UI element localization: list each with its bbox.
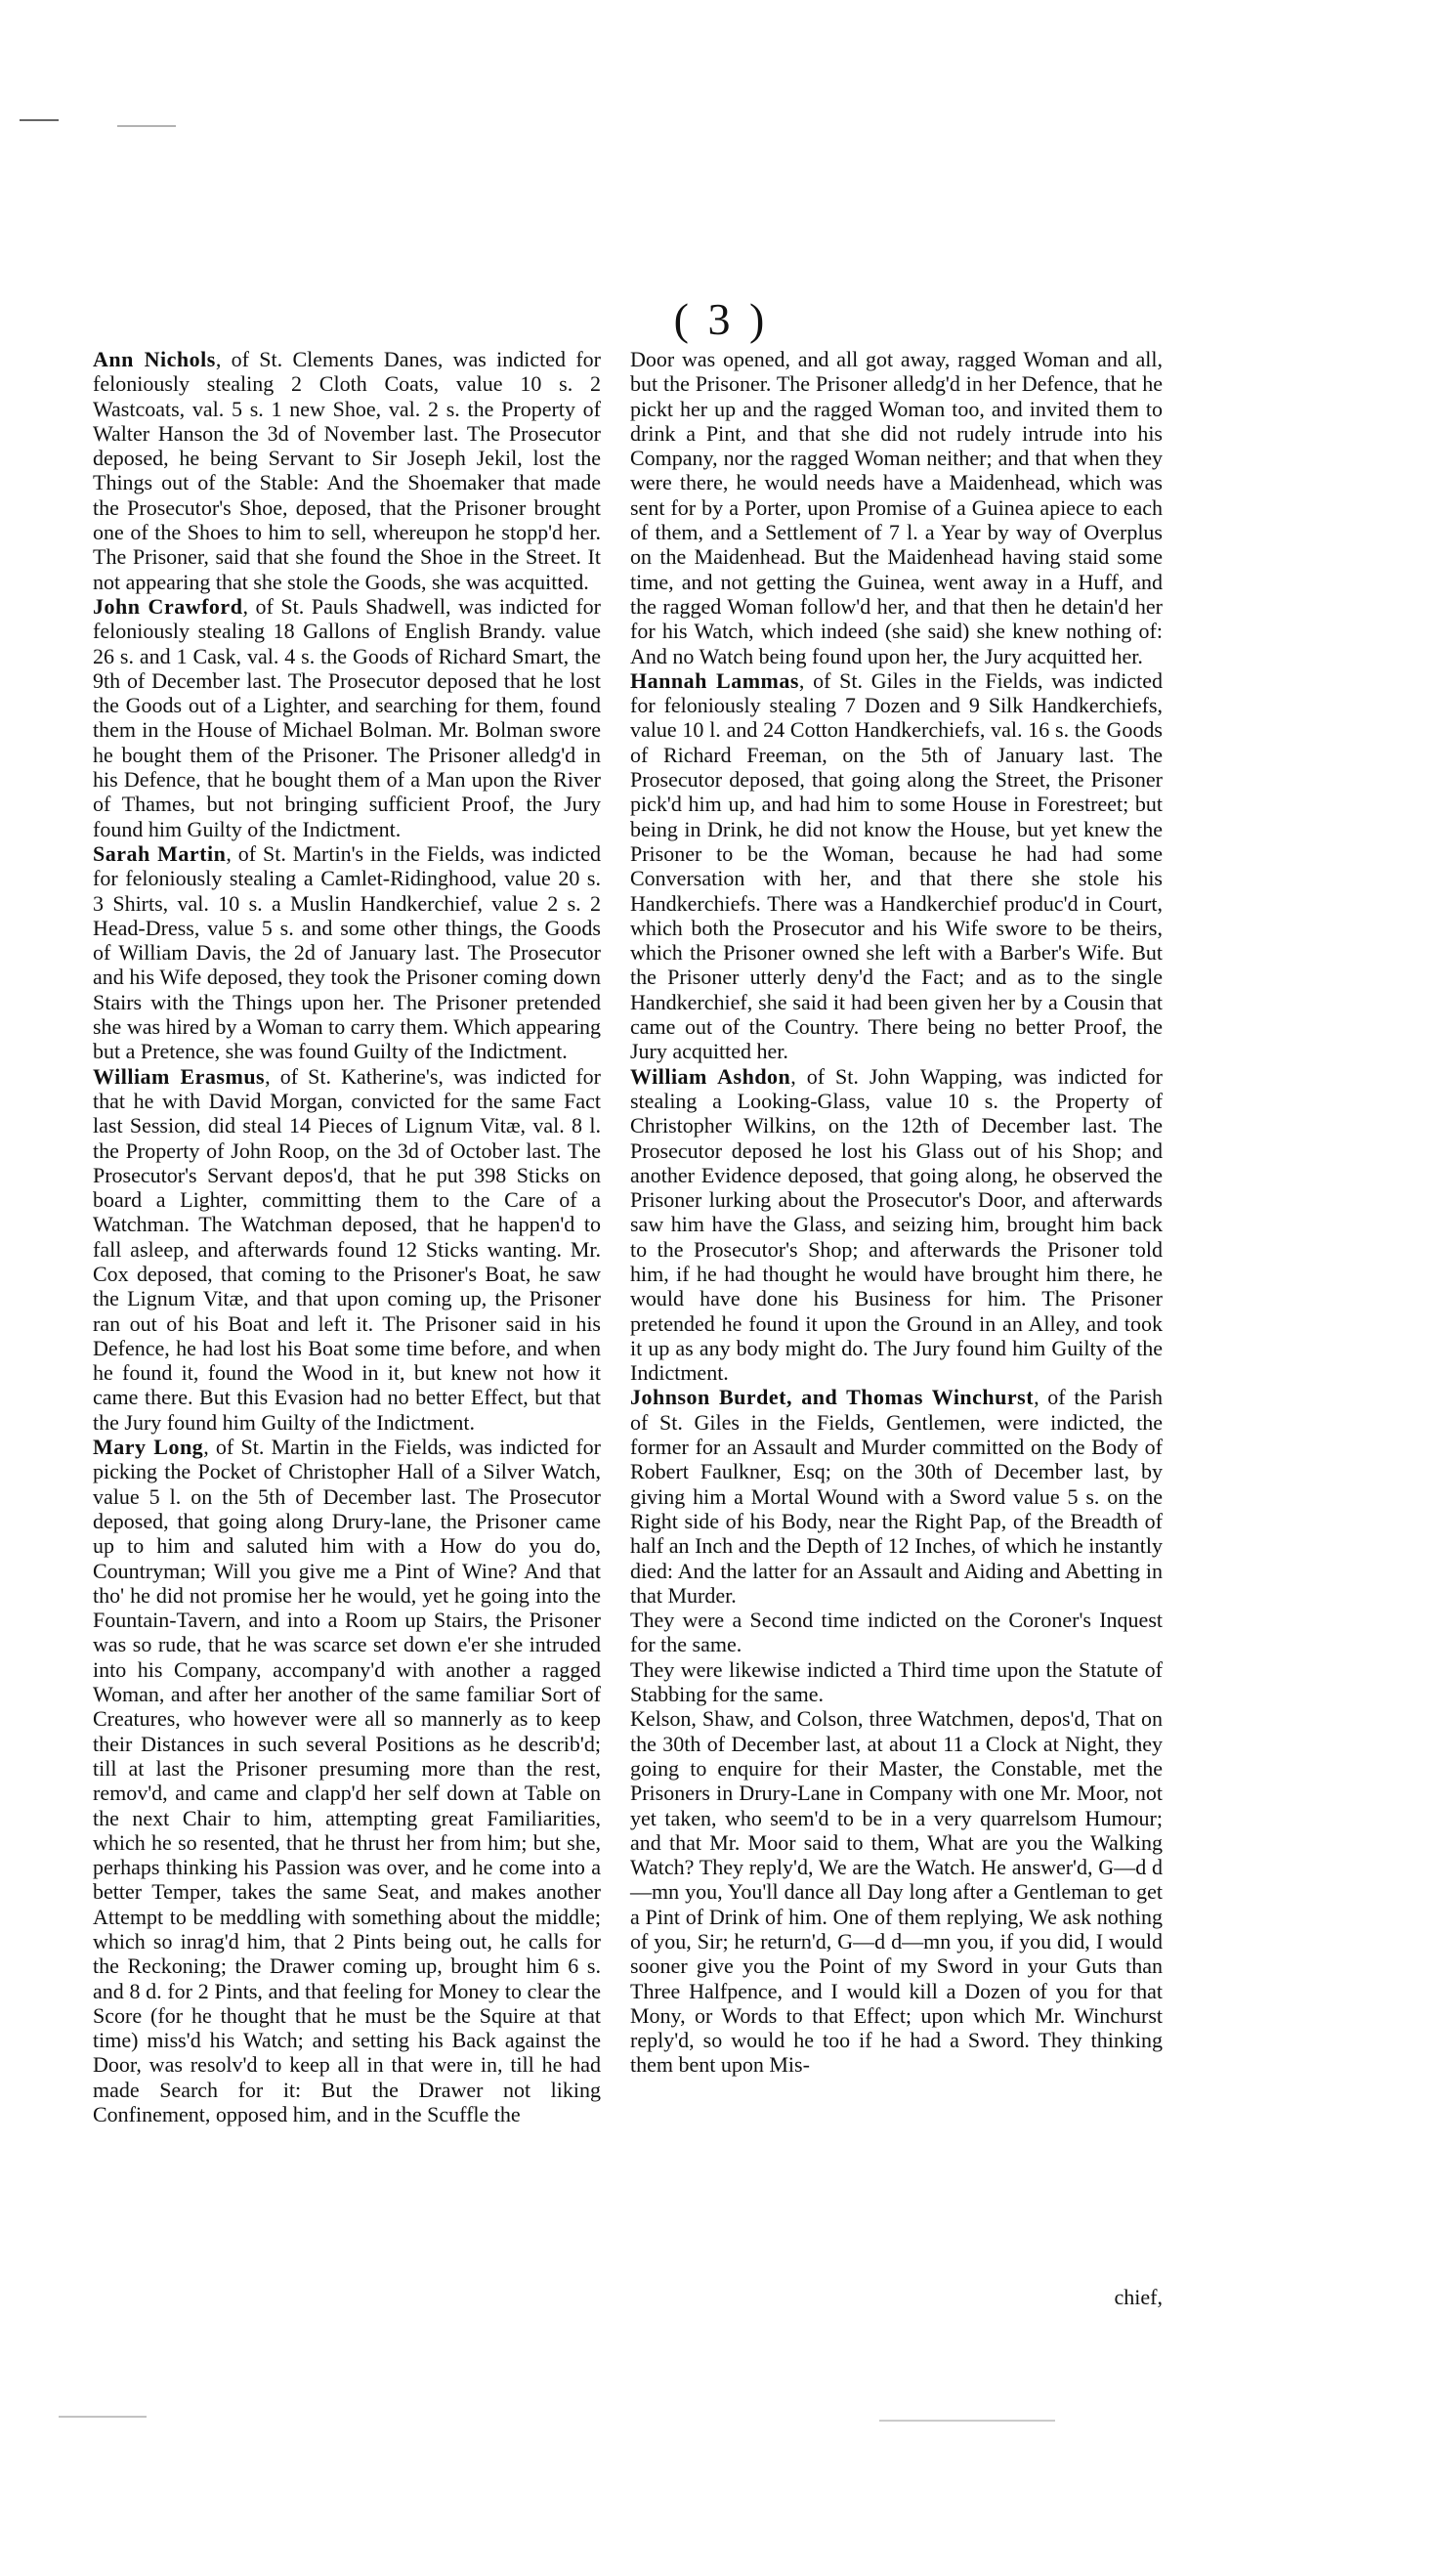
paragraph	[630, 1706, 1163, 2077]
paragraph	[630, 668, 1163, 1064]
scan-speck	[59, 2416, 147, 2418]
left-column	[93, 347, 601, 2126]
scan-speck	[20, 119, 59, 121]
paragraph-text: , of St. Pauls Shadwell, was indicted for feloniously stealing 18 Gallons of English Brandy. value 26 s. and 1 Cask, val. 4 s. the Goods of Richard Smart, the 9th of December last. The Prosecutor deposed that he lost the Goods out of a Lighter, and searching for them, found them in the House of Michael Bolman. Mr. Bolman swore he bought them of the Prisoner. The Prisoner alledg'd in his Defence, that he bought them of a Man upon the River of Thames, but not bringing sufficient Proof, the Jury found him Guilty of the Indictment.	[93, 593, 601, 841]
paragraph-text: , of St. Giles in the Fields, was indicted for feloniously stealing 7 Dozen and 9 Silk Handkerchiefs, value 10 l. and 24 Cotton Handkerchiefs, val. 16 s. the Goods of Richard Freeman, on the 5th of January last. The Prosecutor deposed, that going along the Street, the Prisoner pick'd him up, and had him to some House in Forestreet; but being in Drink, he did not know the House, but yet knew the Prisoner to be the Woman, because he had had some Conversation with her, and that there she stole his Handkerchiefs. There was a Handkerchief produc'd in Court, which both the Prosecutor and his Wife swore to be theirs, which the Prisoner owned she left with a Barber's Wife. But the Prisoner utterly deny'd the Fact; and as to the single Handkerchief, she said it had been given her by a Cousin that came out of the Country. There being no better Proof, the Jury acquitted her.	[630, 667, 1164, 1064]
paragraph	[93, 347, 601, 594]
defendant-name: William Ashdon	[630, 1063, 791, 1089]
defendant-name: Hannah Lammas	[630, 667, 799, 693]
scan-speck	[117, 125, 176, 127]
paragraph	[93, 1435, 601, 2126]
paragraph	[630, 1064, 1163, 1386]
defendant-name: Sarah Martin	[93, 840, 227, 866]
paragraph-text: Kelson, Shaw, and Colson, three Watchmen, depos'd, That on the 30th of December last, at about 11 a Clock at Night, they going to enquire for their Master, the Constable, met the Prisoners in Drury-Lane in Company with one Mr. Moor, not yet taken, who seem'd to be in a very quarrelsom Humour; and that Mr. Moor said to them, What are you the Walking Watch? They reply'd, We are the Watch. He answer'd, G—d d—mn you, You'll dance all Day long after a Gentleman to get a Pint of Drink of him. One of them replying, We ask nothing of you, Sir; he return'd, G—d d—mn you, if you did, I would sooner give you the Point of my Sword in your Guts than Three Halfpence, and I would kill a Dozen of you for that Mony, or Words to that Effect; upon which Mr. Winchurst reply'd, so would he too if he had a Sword. They thinking them bent upon Mis-	[630, 1706, 1163, 2078]
paragraph-text: They were likewise indicted a Third time upon the Statute of Stabbing for the same.	[630, 1656, 1163, 1707]
paragraph-text: They were a Second time indicted on the Coroner's Inquest for the same.	[630, 1608, 1163, 1657]
defendant-name: Mary Long	[93, 1435, 204, 1460]
paragraph-text: , of St. John Wapping, was indicted for stealing a Looking-Glass, value 10 s. the Property of Christopher Wilkins, on the 12th of December last. The Prosecutor deposed he lost his Glass out of his Shop; and another Evidence deposed, that going along, he observed the Prisoner lurking about the Prosecutor's Door, and afterwards saw him have the Glass, and seizing him, brought him back to the Prosecutor's Shop; and afterwards the Prisoner told him, if he had thought he would have brought him there, he would have done his Business for him. The Prisoner pretended he found it upon the Ground in an Alley, and took it up as any body might do. The Jury found him Guilty of the Indictment.	[630, 1063, 1164, 1386]
defendant-name: John Crawford	[93, 593, 243, 619]
paragraph-text: , of St. Martin in the Fields, was indicted for picking the Pocket of Christopher Hall of a Silver Watch, value 5 l. on the 5th of December last. The Prosecutor deposed, that going along Drury-lane, the Prisoner came up to him and saluted him with a How do you do, Countryman; Will you give me a Pint of Wine? And that tho' he did not promise her he would, yet he going into the Fountain-Tavern, and into a Room up Stairs, the Prisoner was so rude, that he was scarce set down e'er she intruded into his Company, accompany'd with another a ragged Woman, and after her another of the same familiar Sort of Creatures, who however were all so mannerly as to keep their Distances in such several Positions as he describ'd; till at last the Prisoner presuming more than the rest, remov'd, and came and clapp'd her self down at Table on the next Chair to him, attempting great Familiarities, which he so resented, that he thrust her from him; but she, perhaps thinking his Passion was over, and he come into a better Temper, takes the same Seat, and makes another Attempt to be meddling with something about the middle; which so inrag'd him, that 2 Pints being out, he calls for the Reckoning; the Drawer coming up, brought him 6 s. and 8 d. for 2 Pints, and that feeling for Money to clear the Score (for he thought that he must be the Squire at that time) miss'd his Watch; and setting his Back against the Door, was resolv'd to keep all in that were in, till he had made Search for it: But the Drawer not liking Confinement, opposed him, and in the Scuffle the	[93, 1435, 601, 2127]
paragraph-text: , of the Parish of St. Giles in the Fields, Gentlemen, were indicted, the former for an Assault and Murder committed on the Body of Robert Faulkner, Esq; on the 30th of December last, by giving him a Mortal Wound with a Sword value 5 s. on the Right side of his Body, near the Right Pap, of the Breadth of half an Inch and the Depth of 12 Inches, of which he instantly died: And the latter for an Assault and Aiding and Abetting in that Murder.	[630, 1385, 1164, 1608]
paragraph	[630, 1657, 1163, 1707]
defendant-name: Johnson Burdet, and Thomas Winchurst	[630, 1385, 1035, 1410]
paragraph-text: , of St. Katherine's, was indicted for that he with David Morgan, convicted for the same Fact last Session, did steal 14 Pieces of Lignum Vitæ, val. 8 l. the Property of John Roop, on the 3d of October last. The Prosecutor's Servant depos'd, that he put 398 Sticks on board a Lighter, committing them to the Care of a Watchman. The Watchman deposed, that he happen'd to fall asleep, and afterwards found 12 Sticks wanting. Mr. Cox deposed, that coming to the Prisoner's Boat, he saw the Lignum Vitæ, and that upon coming up, the Prisoner ran out of his Boat and left it. The Prisoner said in his Defence, he had lost his Boat some time before, and when he found it, found the Wood in it, but knew not how it came there. But this Evasion had no better Effect, but that the Jury found him Guilty of the Indictment.	[93, 1063, 601, 1435]
paragraph-text: , of St. Martin's in the Fields, was indicted for feloniously stealing a Camlet-Ridinghood, value 20 s. 3 Shirts, val. 10 s. a Muslin Handkerchief, value 2 s. 2 Head-Dress, value 5 s. and some other things, the Goods of William Davis, the 2d of January last. The Prosecutor and his Wife deposed, they took the Prisoner coming down Stairs with the Things upon her. The Prisoner pretended she was hired by a Woman to carry them. Which appearing but a Pretence, she was found Guilty of the Indictment.	[93, 840, 601, 1064]
right-column	[630, 347, 1163, 2078]
paragraph	[93, 594, 601, 841]
paragraph	[630, 1385, 1163, 1608]
defendant-name: William Erasmus	[93, 1063, 266, 1089]
paragraph	[93, 1064, 601, 1435]
paragraph-text: Door was opened, and all got away, ragged Woman and all, but the Prisoner. The Prisoner alledg'd in her Defence, that he pickt her up and the ragged Woman too, and invited them to drink a Pint, and that she did not rudely intrude into his Company, nor the ragged Woman neither; and that when they were there, he would needs have a Maidenhead, which was sent for by a Porter, upon Promise of a Guinea apiece to each of them, and a Settlement of 7 l. a Year by way of Overplus on the Maidenhead. But the Maidenhead having staid some time, and not getting the Guinea, went away in a Huff, and the ragged Woman follow'd her, and that then he detain'd her for his Watch, which indeed (she said) she knew nothing of: And no Watch being found upon her, the Jury acquitted her.	[630, 347, 1163, 668]
scan-speck	[879, 2420, 1055, 2422]
paragraph	[630, 347, 1163, 668]
page-number: ( 3 )	[673, 294, 769, 344]
catchword: chief,	[1114, 2285, 1163, 2309]
paragraph-text: , of St. Clements Danes, was indicted for feloniously stealing 2 Cloth Coats, value 10 s. 2 Wastcoats, val. 5 s. 1 new Shoe, val. 2 s. the Property of Walter Hanson the 3d of November last. The Prosecutor deposed, he being Servant to Sir Joseph Jekil, lost the Things out of the Stable: And the Shoemaker that made the Prosecutor's Shoe, deposed, that the Prisoner brought one of the Shoes to him to sell, whereupon he stopp'd her. The Prisoner, said that she found the Shoe in the Street. It not appearing that she stole the Goods, she was acquitted.	[93, 347, 601, 594]
defendant-name: Ann Nichols	[93, 347, 216, 371]
paragraph	[93, 841, 601, 1064]
paragraph	[630, 1608, 1163, 1657]
